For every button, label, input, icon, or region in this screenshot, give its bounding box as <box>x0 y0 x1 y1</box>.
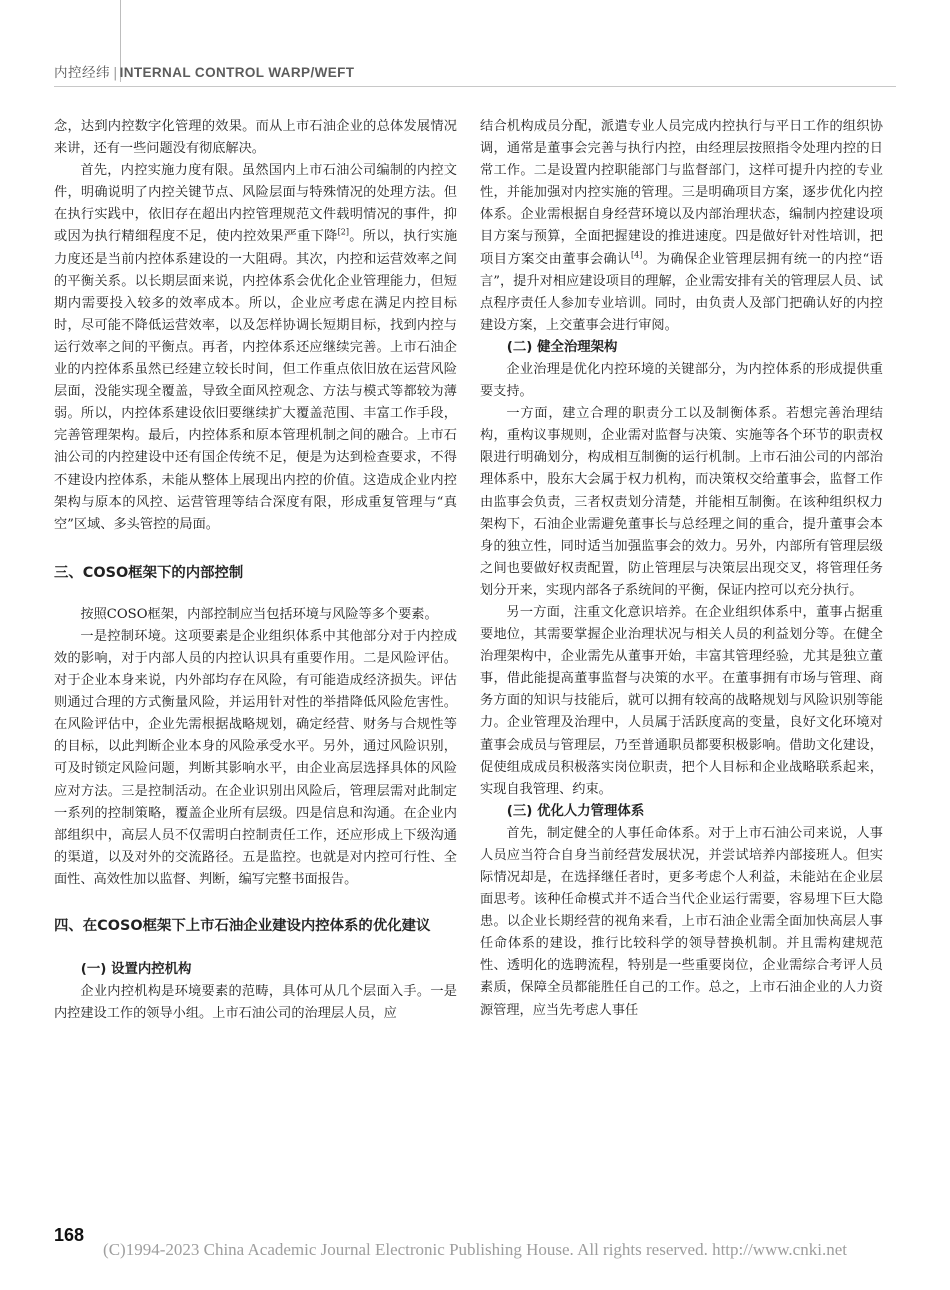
header-separator: | <box>113 65 118 81</box>
paragraph <box>480 116 883 337</box>
subsection-heading: (二) 健全治理架构 <box>506 339 618 355</box>
subsection-heading: (三) 优化人力管理体系 <box>506 803 645 819</box>
header-rule <box>54 86 896 87</box>
paragraph: 首先，制定健全的人事任命体系。对于上市石油公司来说，人事人员应当符合自身当前经营发展状况，并尝试培养内部接班人。但实际情况却是，在选择继任者时，更多考虑个人利益，未能站在企业层面思考。该种任命模式并不适合当代企业运行需要，容易埋下巨大隐患。以企业长期经营的视角来看，上市石油企业需全面加快高层人事任命体系的建设，推行比较科学的领导替换机制。并且需构建规范性、透明化的选聘流程，特别是一些重要岗位，企业需综合考评人员素质，保障全员都能胜任自己的工作。总之，上市石油企业的人力资源管理，应当先考虑人事任 <box>480 825 883 1018</box>
paragraph: 企业治理是优化内控环境的关键部分，为内控体系的形成提供重要支持。 <box>480 361 883 400</box>
subsection-heading: (一) 设置内控机构 <box>80 962 192 977</box>
copyright-watermark: (C)1994-2023 China Academic Journal Electronic Publishing House. All rights reserved. http://www.cnki.net <box>103 1240 847 1259</box>
running-header <box>54 61 354 83</box>
paragraph-text: 。所以，执行实施力度还是当前内控体系建设的一大阻碍。其次，内控和运营效率之间的平衡关系。以长期层面来说，内控体系会优化企业管理能力，但短期内需要投入较多的效率成本。所以，企业应考虑在满足内控目标时，尽可能不降低运营效率，以及怎样协调长短期目标，找到内控与运行效率之间的平衡点。再者，内控体系还应继续完善。上市石油企业的内控体系虽然已经建立较长时间，但工作重点依旧放在运营风险层面，没能实现全覆盖，导致全面风控观念、方法与模式等都较为薄弱。所以，内控体系建设依旧要继续扩大覆盖范围、丰富工作手段，完善管理架构。最后，内控体系和原本管理机制之间的融合。上市石油公司的内控建设中还有国企传统不足，便是为达到检查要求，不得不建设内控体系，未能从整体上展现出内控的价值。这造成企业内控架构与原本的风控、运营管理等结合深度有限，形成重复管理与“真空”区域、多头管控的局面。 <box>54 229 458 532</box>
section-heading: 三、COSO框架下的内部控制 <box>54 564 244 581</box>
section-heading: 四、在COSO框架下上市石油企业建设内控体系的优化建议 <box>54 918 431 934</box>
paragraph: 按照COSO框架，内部控制应当包括环境与风险等多个要素。 <box>80 606 438 622</box>
paragraph-text: 首先，内控实施力度有限。虽然国内上市石油公司编制的内控文件，明确说明了内控关键节点、风险层面与特殊情况的处理方法。但在执行实践中，依旧存在超出内控管理规范文件载明情况的事件，抑或因为执行精细程度不足，使内控效果严重下降 <box>54 163 457 245</box>
citation-ref: [2] <box>337 228 349 238</box>
paragraph <box>54 160 457 536</box>
paragraph: 一是控制环境。这项要素是企业组织体系中其他部分对于内控成效的影响，对于内部人员的内控认识具有重要作用。二是风险评估。对于企业本身来说，内外部均存在风险，有可能造成经济损失。评估则通过合理的方式衡量风险，并运用针对性的举措降低风险危害性。在风险评估中，企业先需根据战略规划，确定经营、财务与合规性等的目标，以此判断企业本身的风险承受水平。另外，通过风险识别，可及时锁定风险问题，判断其影响水平，由企业高层选择具体的风险应对方法。三是控制活动。在企业识别出风险后，管理层需对此制定一系列的控制策略，覆盖企业所有层级。四是信息和沟通。在企业内部组织中，高层人员不仅需明白控制责任工作，还应形成上下级沟通的渠道，以及对外的交流路径。五是监控。也就是对内控可行性、全面性、高效性加以监督、判断，编写完整书面报告。 <box>54 628 457 887</box>
paragraph: 企业内控机构是环境要素的范畴，具体可从几个层面入手。一是内控建设工作的领导小组。上市石油公司的治理层人员，应 <box>54 984 457 1022</box>
left-column <box>54 116 457 1025</box>
header-title-cn: 内控经纬 <box>54 65 110 81</box>
paragraph: 一方面，建立合理的职责分工以及制衡体系。若想完善治理结构，重构议事规则，企业需对监督与决策、实施等各个环节的职责权限进行明确划分，构成相互制衡的运行机制。上市石油公司的内部治理体系中，股东大会属于权力机构，而决策权交给董事会，监督工作由监事会负责，三者权责划分清楚，并能相互制衡。在该种组织权力架构下，石油企业需避免董事长与总经理之间的重合，提升董事会本身的独立性，同时适当加强监事会的效力。另外，内部所有管理层级之间也要做好权责配置，防止管理层与决策层出现交叉，将管理任务划分开来，实现内部各子系统间的平衡，保证内控可以充分执行。 <box>480 406 883 598</box>
page-number: 168 <box>54 1225 85 1245</box>
header-title-en: INTERNAL CONTROL WARP/WEFT <box>119 65 355 80</box>
paragraph: 另一方面，注重文化意识培养。在企业组织体系中，董事占据重要地位，其需要掌握企业治理状况与相关人员的利益划分等。在健全治理架构中，企业需先从董事开始，丰富其管理经验，尤其是独立董事，借此能提高董事监督与决策的水平。在董事拥有市场与管理、商务方面的知识与技能后，就可以拥有较高的战略规划与风险识别等能力。企业管理及治理中，人员属于活跃度高的变量，良好文化环境对董事会成员与管理层，乃至普通职员都要积极影响。借助文化建设，促使组成成员积极落实岗位职责，把个人目标和企业战略联系起来，实现自我管理、约束。 <box>480 604 883 797</box>
right-column <box>480 116 883 1022</box>
citation-ref: [4] <box>631 250 643 260</box>
paragraph-text: 。为确保企业管理层拥有统一的内控“语言”，提升对相应建设项目的理解，企业需安排有关的管理层人员、试点程序责任人参加专业培训。同时，由负责人及部门把确认好的内控建设方案，上交董事会进行审阅。 <box>480 251 883 333</box>
paragraph: 念，达到内控数字化管理的效果。而从上市石油企业的总体发展情况来讲，还有一些问题没有彻底解决。 <box>54 119 457 157</box>
paragraph-text: 结合机构成员分配，派遣专业人员完成内控执行与平日工作的组织协调，通常是董事会完善与执行内控，由经理层按照指令处理内控的日常工作。二是设置内控职能部门与监督部门，这样可提升内控的专业性，并能加强对内控实施的管理。三是明确项目方案，逐步优化内控体系。企业需根据自身经营环境以及内部治理状态，编制内控建设项目方案与预算，全面把握建设的推进速度。四是做好针对性培训，把项目方案交由董事会确认 <box>480 119 883 267</box>
